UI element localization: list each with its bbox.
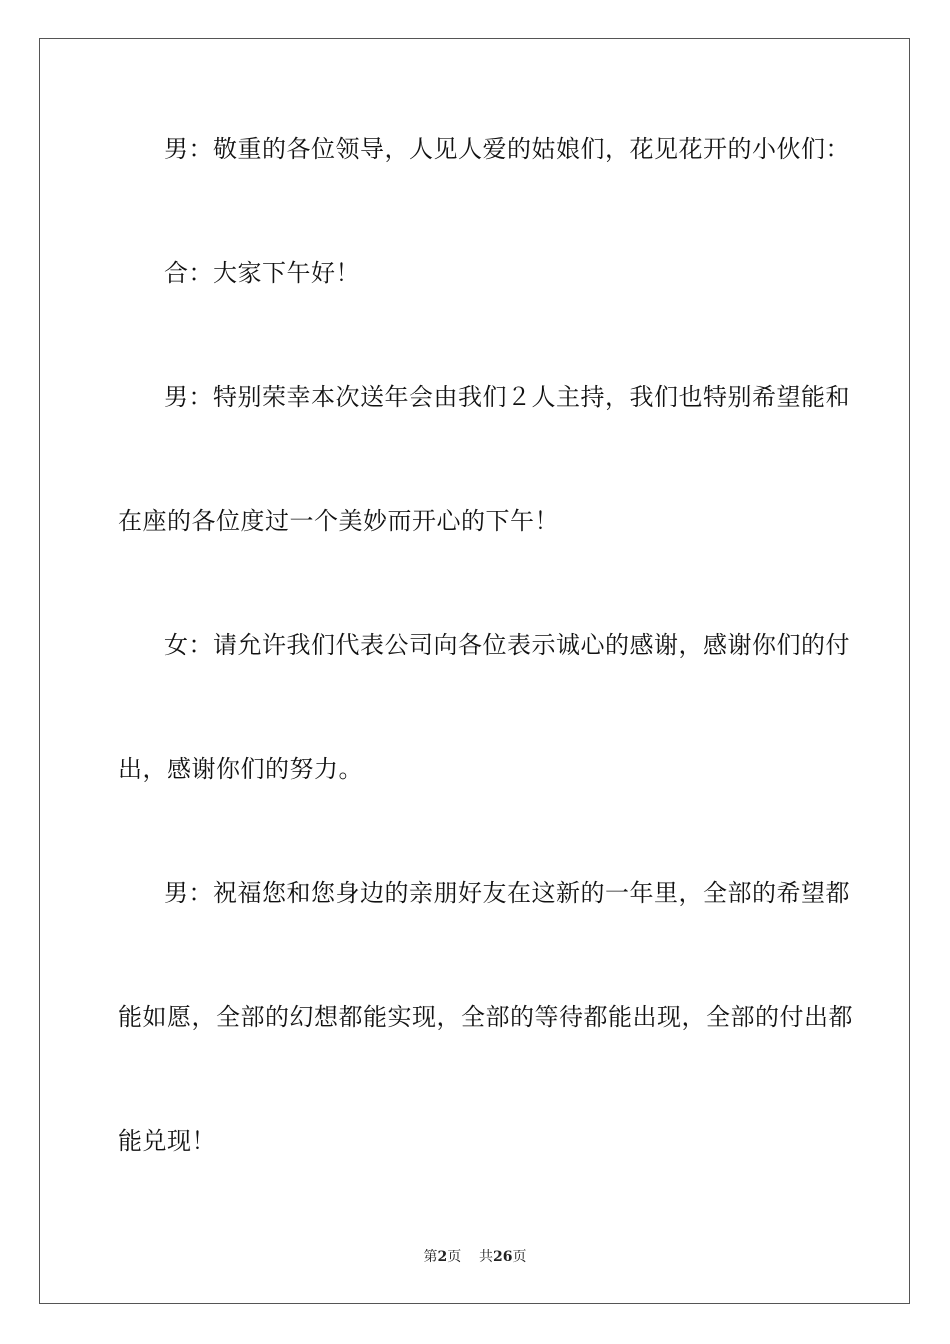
footer-page-number: 2: [437, 1249, 448, 1265]
paragraph-line-6: 出，感谢你们的努力。: [118, 755, 363, 783]
footer-total-prefix: 共: [479, 1249, 494, 1265]
paragraph-line-1: 男：敬重的各位领导，人见人爱的姑娘们，花见花开的小伙们：: [164, 135, 850, 163]
page-border: [39, 38, 910, 1304]
footer-total-pages: 26: [493, 1249, 513, 1265]
footer-page-unit: 页: [447, 1249, 462, 1265]
paragraph-line-4: 在座的各位度过一个美妙而开心的下午！: [118, 507, 559, 535]
paragraph-line-8: 能如愿，全部的幻想都能实现，全部的等待都能出现，全部的付出都: [118, 1003, 853, 1031]
paragraph-line-9: 能兑现！: [118, 1127, 216, 1155]
paragraph-line-5: 女：请允许我们代表公司向各位表示诚心的感谢，感谢你们的付: [164, 631, 850, 659]
footer-total-unit: 页: [512, 1249, 527, 1265]
paragraph-line-7: 男：祝福您和您身边的亲朋好友在这新的一年里，全部的希望都: [164, 879, 850, 907]
paragraph-line-3: 男：特别荣幸本次送年会由我们２人主持，我们也特别希望能和: [164, 383, 850, 411]
page-footer: [0, 1248, 950, 1266]
paragraph-line-2: 合：大家下午好！: [164, 259, 360, 287]
footer-prefix: 第: [423, 1249, 438, 1265]
